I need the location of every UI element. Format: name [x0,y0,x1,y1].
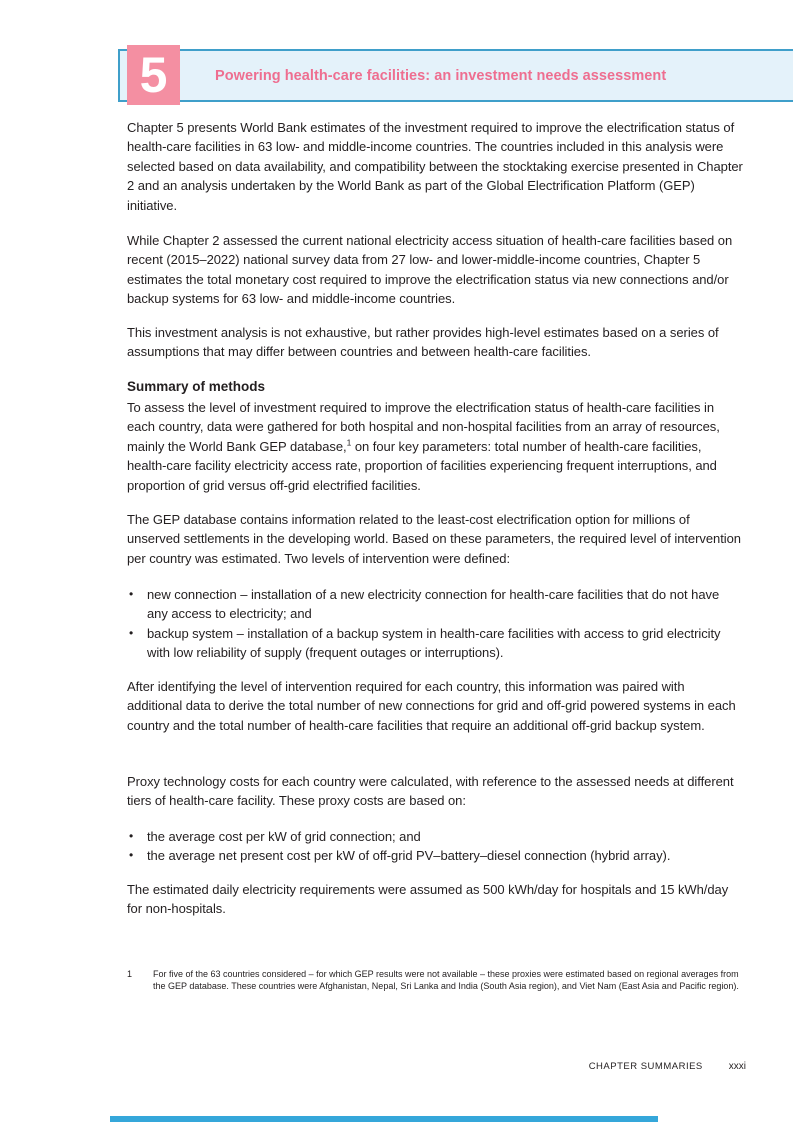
paragraph-gep-database: The GEP database contains information related to the least-cost electrification option for millions of unserved settlements in the developing world. Based on these parameters, the required level of intervention per country was estimated. Two levels of intervention were defined: [127,512,741,566]
footnote-text: For five of the 63 countries considered – for which GEP results were not available – these proxies were estimated based on regional averages from the GEP database. These countries were Afghanistan, Nepal, Sri Lanka and India (South Asia region), and Viet Nam (East Asia and Pacific region). [153,969,739,992]
list-item-backup-system [127,624,743,663]
next-page-top-edge [110,1116,658,1122]
bullet-icon: • [129,587,134,601]
proxy-cost-basis-list [127,827,743,866]
footnote-reference-marker: 1 [346,437,352,448]
list-item-text: the average cost per kW of grid connection; and [147,829,421,844]
page-number: xxxi [728,1061,746,1072]
paragraph-proxy-costs: Proxy technology costs for each country were calculated, with reference to the assessed needs at different tiers of health-care facility. These proxy costs are based on: [127,774,734,809]
chapter-title: Powering health-care facilities: an investment needs assessment [215,67,667,84]
footnote-number: 1 [127,969,133,979]
intervention-levels-list [127,585,743,663]
chapter-number: 5 [139,47,168,103]
footnote [127,968,739,993]
paragraph-chapter-overview: Chapter 5 presents World Bank estimates of the investment required to improve the electrification status of health-care facilities in 63 low- and middle-income countries. The countries included in this analysis were selected based on data availability, and compatibility between the stocktaking exercise presented in Chapter 2 and an analysis undertaken by the World Bank as part of the Global Electrification Platform (GEP) initiative. [127,120,743,213]
chapter-banner [118,49,793,102]
bullet-icon: • [129,829,134,843]
page-footer [589,1061,746,1072]
list-item-offgrid-cost [127,846,743,865]
chapter-number-box [127,45,180,105]
running-footer-section: CHAPTER SUMMARIES [588,1061,703,1072]
paragraph-methods-data-tail: on four key parameters: total number of health-care facilities, health-care facility electricity access rate, proportion of facilities experiencing frequent interruptions, and proportion of grid versus off-grid electrified facilities. [127,438,717,493]
list-item-text: new connection – installation of a new electricity connection for health-care facilities that do not have any access to electricity; and [147,587,720,622]
paragraph-analysis-scope: This investment analysis is not exhaustive, but rather provides high-level estimates based on a series of assumptions that may differ between countries and between health-care facilities. [127,325,719,360]
paragraph-daily-requirements: The estimated daily electricity requirements were assumed as 500 kWh/day for hospitals and 15 kWh/day for non-hospitals. [127,882,729,917]
paragraph-intervention-pairing: After identifying the level of intervention required for each country, this information was paired with additional data to derive the total number of new connections for grid and off-grid powered systems in each country and the total number of health-care facilities that require an additional off-grid backup system. [127,679,736,733]
list-item-new-connection [127,585,743,624]
paragraph-methods-data [127,398,743,495]
list-item-text: the average net present cost per kW of off-grid PV–battery–diesel connection (hybrid array). [147,848,671,864]
list-item-text: backup system – installation of a backup system in health-care facilities with access to grid electricity with low reliability of supply (frequent outages or interruptions). [147,625,721,661]
list-item-grid-cost [127,827,743,846]
section-heading-summary-of-methods: Summary of methods [127,379,266,394]
bullet-icon: • [129,848,134,863]
paragraph-methods-data-lead: To assess the level of investment required to improve the electrification status of health-care facilities in each country, data were gathered for both hospital and non-hospital facilities from an array of resources, mainly the World Bank GEP database, [127,400,720,454]
paragraph-chapter-comparison: While Chapter 2 assessed the current national electricity access situation of health-care facilities based on recent (2015–2022) national survey data from 27 low- and lower-middle-income countries, Chapter 5 estimates the total monetary cost required to improve the electrification status via new connections and/or backup systems for 63 low- and middle-income countries. [127,233,733,307]
bullet-icon: • [129,625,134,640]
